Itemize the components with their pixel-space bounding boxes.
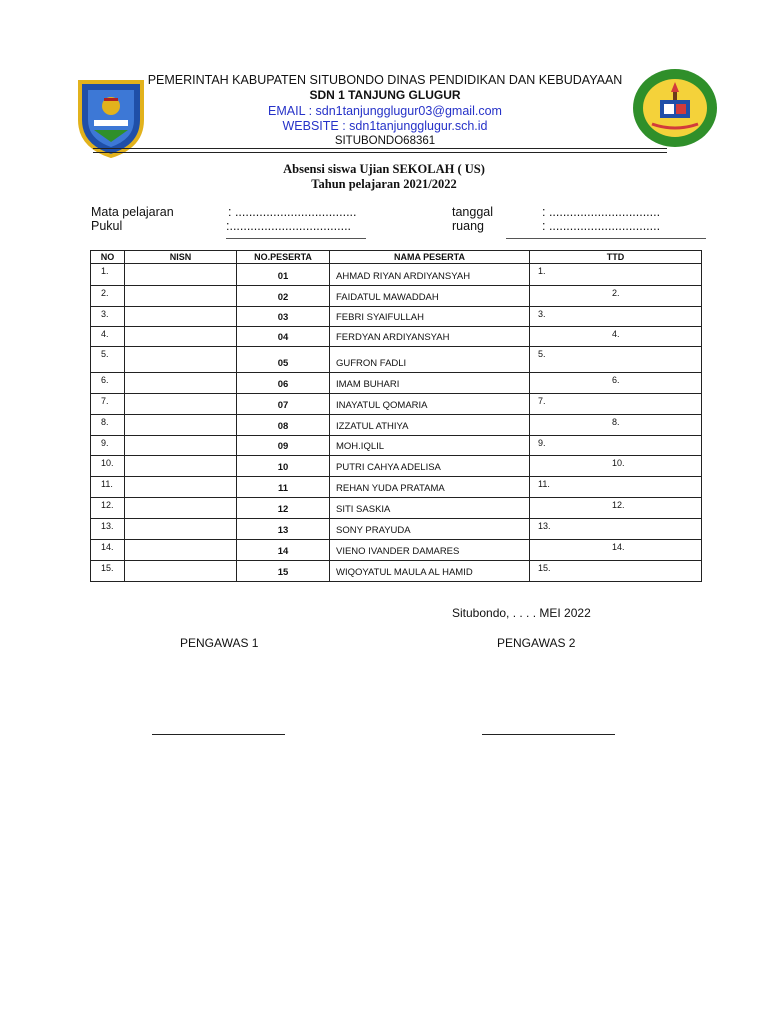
row-number: 13.	[91, 519, 125, 540]
ruang-underline	[506, 238, 706, 239]
nama-peserta-cell: MOH.IQLIL	[330, 436, 530, 456]
nama-peserta-cell: INAYATUL QOMARIA	[330, 394, 530, 415]
row-number: 5.	[91, 347, 125, 373]
table-row	[91, 477, 702, 498]
table-row	[91, 327, 702, 347]
row-number: 12.	[91, 498, 125, 519]
ttd-signature-cell: 10.	[530, 456, 702, 477]
row-number: 14.	[91, 540, 125, 561]
header-no-peserta: NO.PESERTA	[237, 251, 330, 264]
no-peserta-cell: 04	[237, 327, 330, 347]
table-header-row	[91, 251, 702, 264]
row-number: 6.	[91, 373, 125, 394]
no-peserta-cell: 07	[237, 394, 330, 415]
table-row	[91, 286, 702, 307]
row-number: 15.	[91, 561, 125, 582]
no-peserta-cell: 11	[237, 477, 330, 498]
pengawas-2-label: PENGAWAS 2	[497, 636, 576, 650]
no-peserta-cell: 08	[237, 415, 330, 436]
ttd-signature-cell: 1.	[530, 264, 702, 286]
no-peserta-cell: 14	[237, 540, 330, 561]
nama-peserta-cell: WIQOYATUL MAULA AL HAMID	[330, 561, 530, 582]
ttd-signature-cell: 8.	[530, 415, 702, 436]
header-nama-peserta: NAMA PESERTA	[330, 251, 530, 264]
pukul-underline	[226, 238, 366, 239]
row-number: 3.	[91, 307, 125, 327]
nama-peserta-cell: SITI SASKIA	[330, 498, 530, 519]
row-number: 1.	[91, 264, 125, 286]
tanggal-field: : ................................	[542, 205, 661, 219]
postal-code: SITUBONDO68361	[334, 135, 436, 147]
pukul-field: :...................................	[226, 219, 352, 233]
nama-peserta-cell: FERDYAN ARDIYANSYAH	[330, 327, 530, 347]
nama-peserta-cell: FEBRI SYAIFULLAH	[330, 307, 530, 327]
no-peserta-cell: 02	[237, 286, 330, 307]
nama-peserta-cell: IZZATUL ATHIYA	[330, 415, 530, 436]
nisn-cell	[125, 415, 237, 436]
school-email: EMAIL : sdn1tanjungglugur03@gmail.com	[268, 104, 502, 118]
nisn-cell	[125, 373, 237, 394]
nisn-cell	[125, 477, 237, 498]
header-ttd: TTD	[530, 251, 702, 264]
table-row	[91, 456, 702, 477]
school-name: SDN 1 TANJUNG GLUGUR	[309, 88, 461, 102]
nisn-cell	[125, 498, 237, 519]
no-peserta-cell: 10	[237, 456, 330, 477]
pengawas-1-label: PENGAWAS 1	[180, 636, 259, 650]
row-number: 2.	[91, 286, 125, 307]
attendance-table	[90, 250, 702, 582]
pukul-label: Pukul	[91, 219, 123, 233]
pengawas-1-signature-line	[152, 734, 285, 735]
place-date: Situbondo, . . . . MEI 2022	[452, 606, 591, 620]
ttd-signature-cell: 7.	[530, 394, 702, 415]
nama-peserta-cell: GUFRON FADLI	[330, 347, 530, 373]
row-number: 9.	[91, 436, 125, 456]
school-website: WEBSITE : sdn1tanjungglugur.sch.id	[282, 119, 488, 133]
table-row	[91, 498, 702, 519]
no-peserta-cell: 09	[237, 436, 330, 456]
nisn-cell	[125, 436, 237, 456]
nisn-cell	[125, 264, 237, 286]
table-row	[91, 394, 702, 415]
no-peserta-cell: 06	[237, 373, 330, 394]
ttd-signature-cell: 12.	[530, 498, 702, 519]
ttd-signature-cell: 14.	[530, 540, 702, 561]
tanggal-label: tanggal	[452, 205, 494, 219]
table-row	[91, 519, 702, 540]
no-peserta-cell: 01	[237, 264, 330, 286]
ttd-signature-cell: 5.	[530, 347, 702, 373]
header-divider-thick	[93, 148, 667, 149]
table-row	[91, 307, 702, 327]
no-peserta-cell: 12	[237, 498, 330, 519]
no-peserta-cell: 03	[237, 307, 330, 327]
header-divider-thin	[93, 152, 667, 153]
ttd-signature-cell: 15.	[530, 561, 702, 582]
table-row	[91, 415, 702, 436]
ttd-signature-cell: 4.	[530, 327, 702, 347]
nama-peserta-cell: VIENO IVANDER DAMARES	[330, 540, 530, 561]
ttd-signature-cell: 2.	[530, 286, 702, 307]
header-nisn: NISN	[125, 251, 237, 264]
nisn-cell	[125, 286, 237, 307]
nama-peserta-cell: IMAM BUHARI	[330, 373, 530, 394]
table-row	[91, 347, 702, 373]
nama-peserta-cell: PUTRI CAHYA ADELISA	[330, 456, 530, 477]
nisn-cell	[125, 561, 237, 582]
ttd-signature-cell: 11.	[530, 477, 702, 498]
ttd-signature-cell: 6.	[530, 373, 702, 394]
row-number: 7.	[91, 394, 125, 415]
ttd-signature-cell: 3.	[530, 307, 702, 327]
nama-peserta-cell: REHAN YUDA PRATAMA	[330, 477, 530, 498]
mata-pelajaran-label: Mata pelajaran	[91, 205, 174, 219]
nisn-cell	[125, 307, 237, 327]
ttd-signature-cell: 13.	[530, 519, 702, 540]
nisn-cell	[125, 347, 237, 373]
row-number: 10.	[91, 456, 125, 477]
ruang-field: : ................................	[542, 219, 661, 233]
header-no: NO	[91, 251, 125, 264]
document-title: Absensi siswa Ujian SEKOLAH ( US)	[283, 162, 485, 176]
nama-peserta-cell: FAIDATUL MAWADDAH	[330, 286, 530, 307]
nisn-cell	[125, 394, 237, 415]
ruang-label: ruang	[452, 219, 484, 233]
nisn-cell	[125, 540, 237, 561]
no-peserta-cell: 13	[237, 519, 330, 540]
nama-peserta-cell: SONY PRAYUDA	[330, 519, 530, 540]
no-peserta-cell: 05	[237, 347, 330, 373]
table-row	[91, 540, 702, 561]
academic-year: Tahun pelajaran 2021/2022	[311, 177, 457, 191]
pengawas-2-signature-line	[482, 734, 615, 735]
row-number: 4.	[91, 327, 125, 347]
school-emblem-logo	[630, 66, 720, 150]
row-number: 8.	[91, 415, 125, 436]
nama-peserta-cell: AHMAD RIYAN ARDIYANSYAH	[330, 264, 530, 286]
table-row	[91, 264, 702, 286]
nisn-cell	[125, 327, 237, 347]
regency-crest-logo	[74, 76, 148, 158]
government-heading: PEMERINTAH KABUPATEN SITUBONDO DINAS PENDIDIKAN DAN KEBUDAYAAN	[147, 73, 623, 87]
row-number: 11.	[91, 477, 125, 498]
no-peserta-cell: 15	[237, 561, 330, 582]
table-row	[91, 373, 702, 394]
nisn-cell	[125, 456, 237, 477]
mata-pelajaran-field: : ...................................	[228, 205, 357, 219]
ttd-signature-cell: 9.	[530, 436, 702, 456]
table-row	[91, 561, 702, 582]
nisn-cell	[125, 519, 237, 540]
table-row	[91, 436, 702, 456]
